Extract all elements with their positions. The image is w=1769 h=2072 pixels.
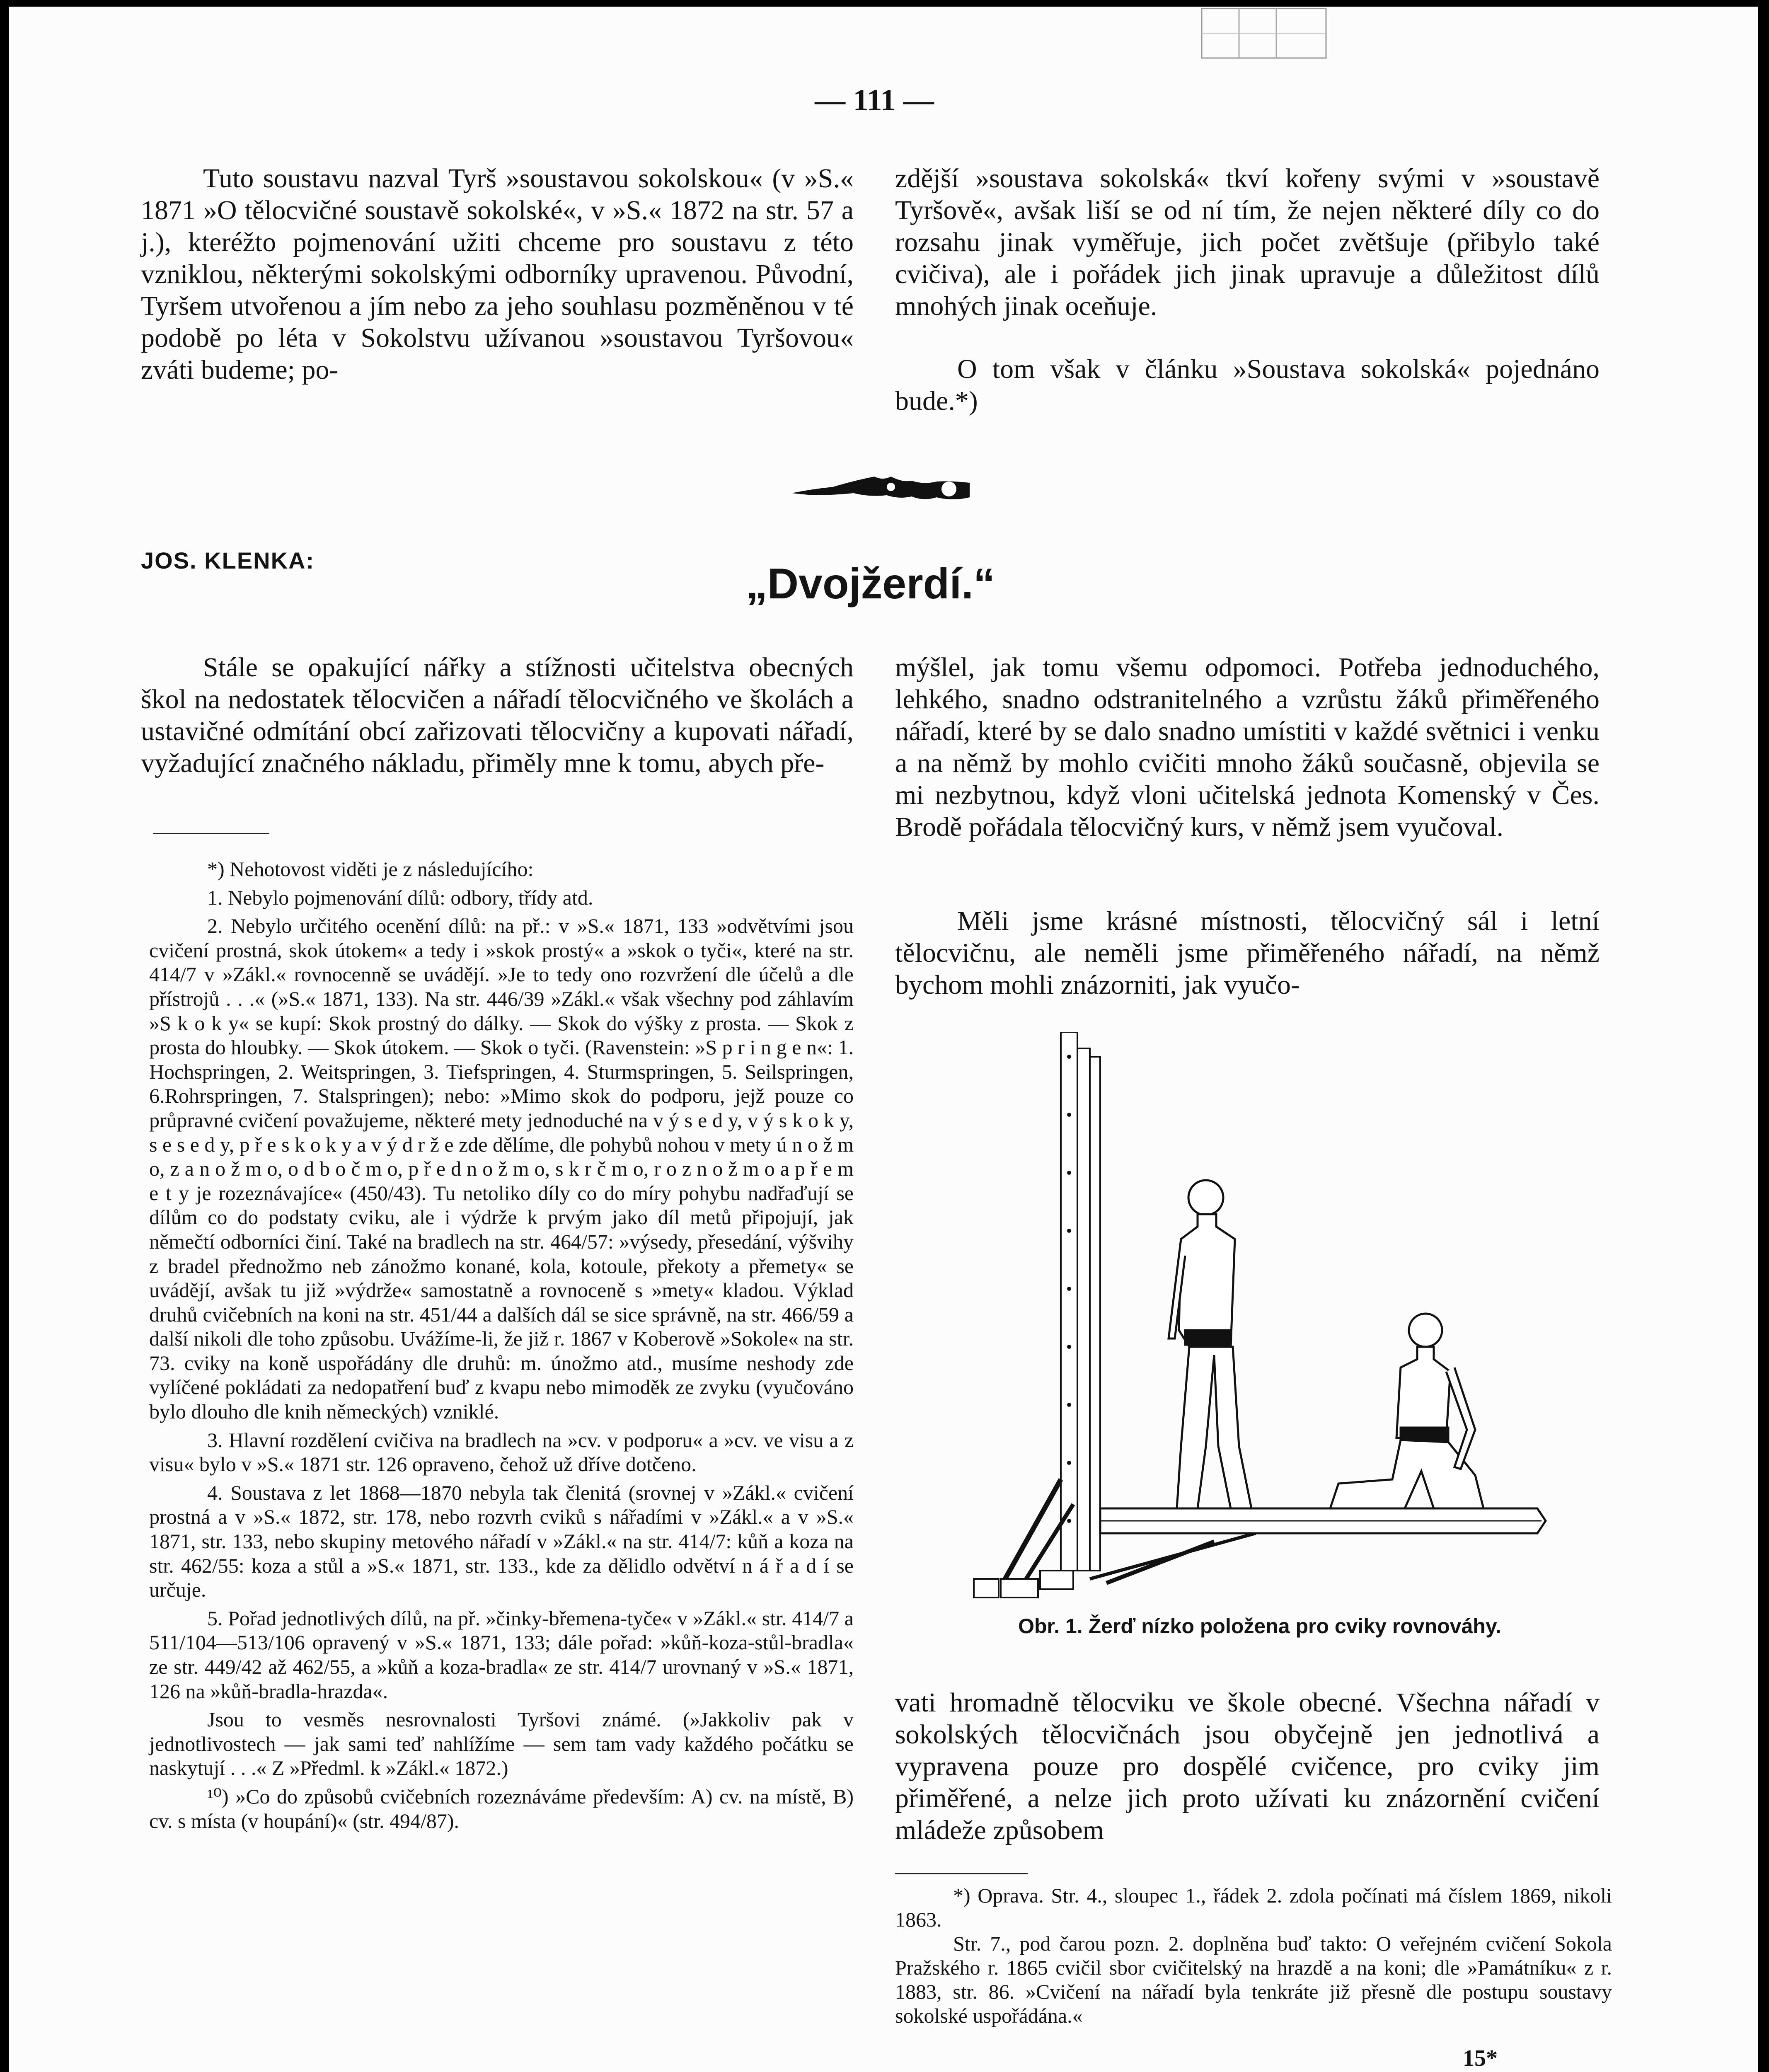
intro-right-paragraph-2: O tom však v článku »Soustava sokolská« pojednáno bude.*) (895, 354, 1600, 416)
footnote-line: 2. Nebylo určitého ocenění dílů: na př.: v »S.« 1871, 133 »odvětvími jsou cvičení prostná, skok útokem« a tedy i »skok prostý« a »skok o tyči«, které na str. 414/7 v »Zákl.« rovnocenně se uvádějí. »Je to tedy ono rozvržení dle účelů a dle přístrojů . . .« (»S.« 1871, 133). Na str. 446/39 »Zákl.« však všechny pod záhlavím »S k o k y« se kupí: Skok prostný do dálky. — Skok do výšky z prosta. — Skok z prosta do hloubky. — Skok útokem. — Skok o tyči. (Ravenstein: »S p r i n g e n«: 1. Hochspringen, 2. Weitspringen, 3. Tiefspringen, 4. Sturmspringen, 5. Seilspringen, 6.Rohrspringen, 7. Stalspringen); nebo: »Mimo skok do podporu, jejž pouze co průpravné cvičení považujeme, některé mety jednoduché na v ý s e d y, v ý s k o k y, s e s e d y, p ř e s k o k y a v ý d r ž e zde dělíme, dle pohybů nohou v mety ú n o ž m o, z a n o ž m o, o d b o č m o, p ř e d n o ž m o, s k r č m o, r o z n o ž m o a p ř e m e t y je rozeznávajíce« (450/43). Tu netoliko díly co do míry pohybu nadřaďují se dílům co do podstaty cviku, ale i výdrže k prvým jako díl metů připojují, jak němečtí odborníci činí. Také na bradlech na str. 464/57: »výsedy, přesedání, výšvihy z bradel přednožmo neb zánožmo konané, kola, kotoule, překoty a přemety« se uvádějí, avšak tu již »výdrže« samostatně a rovnoceně s »mety« kladou. Výklad druhů cvičebních na koni na str. 451/44 a dalších dál se sice správně, na str. 466/59 a další nikoli dle toho způsobu. Uvážíme-li, že již r. 1867 v Koberově »Sokole« na str. 73. cviky na koně uspořádány dle druhů: m. únožmo atd., musíme neshody zde vylíčené pokládati za nedopatření buď z kvapu nebo mimoděk ze zvyku (vyučováno bylo dlouho dle knih německých) vzniklé. (149, 914, 854, 1423)
figure-beam-illustration (966, 1032, 1554, 1612)
scan-border-right (1758, 0, 1769, 2072)
page-number: — 111 — (815, 83, 934, 117)
footnote-line: Str. 7., pod čarou pozn. 2. doplněna buď takto: O veřejném cvičení Sokola Pražského r. 1865 cvičil sbor cvičitelský na hrazdě a na koni; dle »Památníku« z r. 1883, str. 86. »Cvičení na nářadí byla tenkráte již přesně dle postupu soustavy sokolské uspořádána.« (895, 1932, 1612, 2027)
library-stamp-remnant (1193, 8, 1401, 70)
article-right-paragraph-2: Měli jsme krásné místnosti, tělocvičný sál i letní tělocvičnu, ale neměli jsme přiměřeného nářadí, na němž bychom mohli znázorniti, jak vyučo- (895, 906, 1600, 1000)
intro-right-paragraph: zdější »soustava sokolská« tkví kořeny svými v »soustavě Tyršově«, avšak liší se od ní tím, že nejen některé díly co do rozsahu jinak vyměřuje, jich počet zvětšuje (přibylo také cvičiva), ale i pořádek jich jinak upravuje a důležitost dílů mnohých jinak oceňuje. (895, 163, 1600, 321)
intro-left-paragraph: Tuto soustavu nazval Tyrš »soustavou sokolskou« (v »S.« 1871 »O tělocvičné soustavě sokolské«, v »S.« 1872 na str. 57 a j.), kteréžto pojmenování užiti chceme pro soustavu z této vzniklou, některými sokolskými odborníky upravenou. Původní, Tyršem utvořenou a jím nebo za jeho souhlasu pozměněnou v té podobě po léta v Sokolstvu užívanou »soustavou Tyršovou« zváti budeme; po- (141, 163, 854, 385)
footnote-separator (153, 833, 269, 834)
scan-border-top (0, 0, 1769, 7)
footnote-line: 3. Hlavní rozdělení cvičiva na bradlech na »cv. v podporu« a »cv. ve visu a z visu« bylo v »S.« 1871 str. 126 opraveno, čehož už dříve dotčeno. (149, 1428, 854, 1476)
footnote-line: 5. Pořad jednotlivých dílů, na př. »činky-břemena-tyče« v »Zákl.« str. 414/7 a 511/104—513/106 opravený v »S.« 1871, 133; dále pořad: »kůň-koza-stůl-bradla« ze str. 449/42 až 462/55, a »kůň a koza-bradla« ze str. 414/7 urovnaný v »S.« 1871, 126 na »kůň-bradla-hrazda«. (149, 1606, 854, 1703)
article-author: JOS. KLENKA: (141, 547, 315, 574)
article-title: „Dvojžerdí.“ (746, 560, 995, 608)
article-left-paragraph: Stále se opakující nářky a stížnosti učitelstva obecných škol na nedostatek tělocvičen a nářadí tělocvičného ve školách a ustavičné odmítání obcí zařizovati tělocvičny a kupovati nářadí, vyžadující značného nákladu, přiměly mne k tomu, abych pře- (141, 652, 854, 778)
figure-caption: Obr. 1. Žerď nízko položena pro cviky rovnováhy. (1018, 1615, 1501, 1638)
scan-border-left (0, 0, 9, 2072)
footnote-separator-right (895, 1873, 1028, 1874)
footnote-line: 4. Soustava z let 1868—1870 nebyla tak členitá (srovnej v »Zákl.« cvičení prostná a v »S.« 1872, str. 178, nebo rozvrh cviků s nářadími v »Zákl.« a v »S.« 1871, str. 133, nebo skupiny metového nářadí v »Zákl.« na str. 414/7: kůň a koza na str. 462/55: koza a stůl a »S.« 1871, str. 133., kde za dělidlo odvětví n á ř a d í se určuje. (149, 1481, 854, 1602)
footnote-line: ¹⁰) »Co do způsobů cvičebních rozeznáváme především: A) cv. na místě, B) cv. s místa (v houpání)« (str. 494/87). (149, 1784, 854, 1832)
sheet-signature: 15* (1463, 2045, 1498, 2071)
footnote-line: Jsou to vesměs nesrovnalosti Tyršovi známé. (»Jakkoliv pak v jednotlivostech — jak sami teď nahlížíme — sem tam vady každého počátku se naskytují . . .« Z »Předml. k »Zákl.« 1872.) (149, 1708, 854, 1780)
footnote-line: *) Oprava. Str. 4., sloupec 1., řádek 2. zdola počínati má číslem 1869, nikoli 1863. (895, 1884, 1612, 1931)
footnote-line: *) Nehotovost viděti je z následujícího: (207, 857, 534, 881)
ornament-divider (787, 464, 974, 514)
article-right-paragraph-1: mýšlel, jak tomu všemu odpomoci. Potřeba jednoduchého, lehkého, snadno odstranitelného a vzrůstu žáků přiměřeného nářadí, které by se dalo snadno umístiti v každé světnici i venku a na němž by mohlo cvičiti mnoho žáků současně, objevila se mi nezbytnou, když vloni učitelská jednota Komenský v Čes. Brodě pořádala tělocvičný kurs, v němž jsem vyučoval. (895, 652, 1600, 842)
footnotes-left (149, 857, 854, 1837)
footnote-line: 1. Nebylo pojmenování dílů: odbory, třídy atd. (207, 886, 593, 909)
footnotes-right (895, 1883, 1612, 2028)
article-right-paragraph-3: vati hromadně tělocviku ve škole obecné. Všechna nářadí v sokolských tělocvičnách jsou obyčejně jen jednotlivá a vypravena pouze pro dospělé cvičence, pro cviky jim přiměřené, a nelze jich proto užívati ku znázornění cvičení mládeže způsobem (895, 1687, 1600, 1845)
